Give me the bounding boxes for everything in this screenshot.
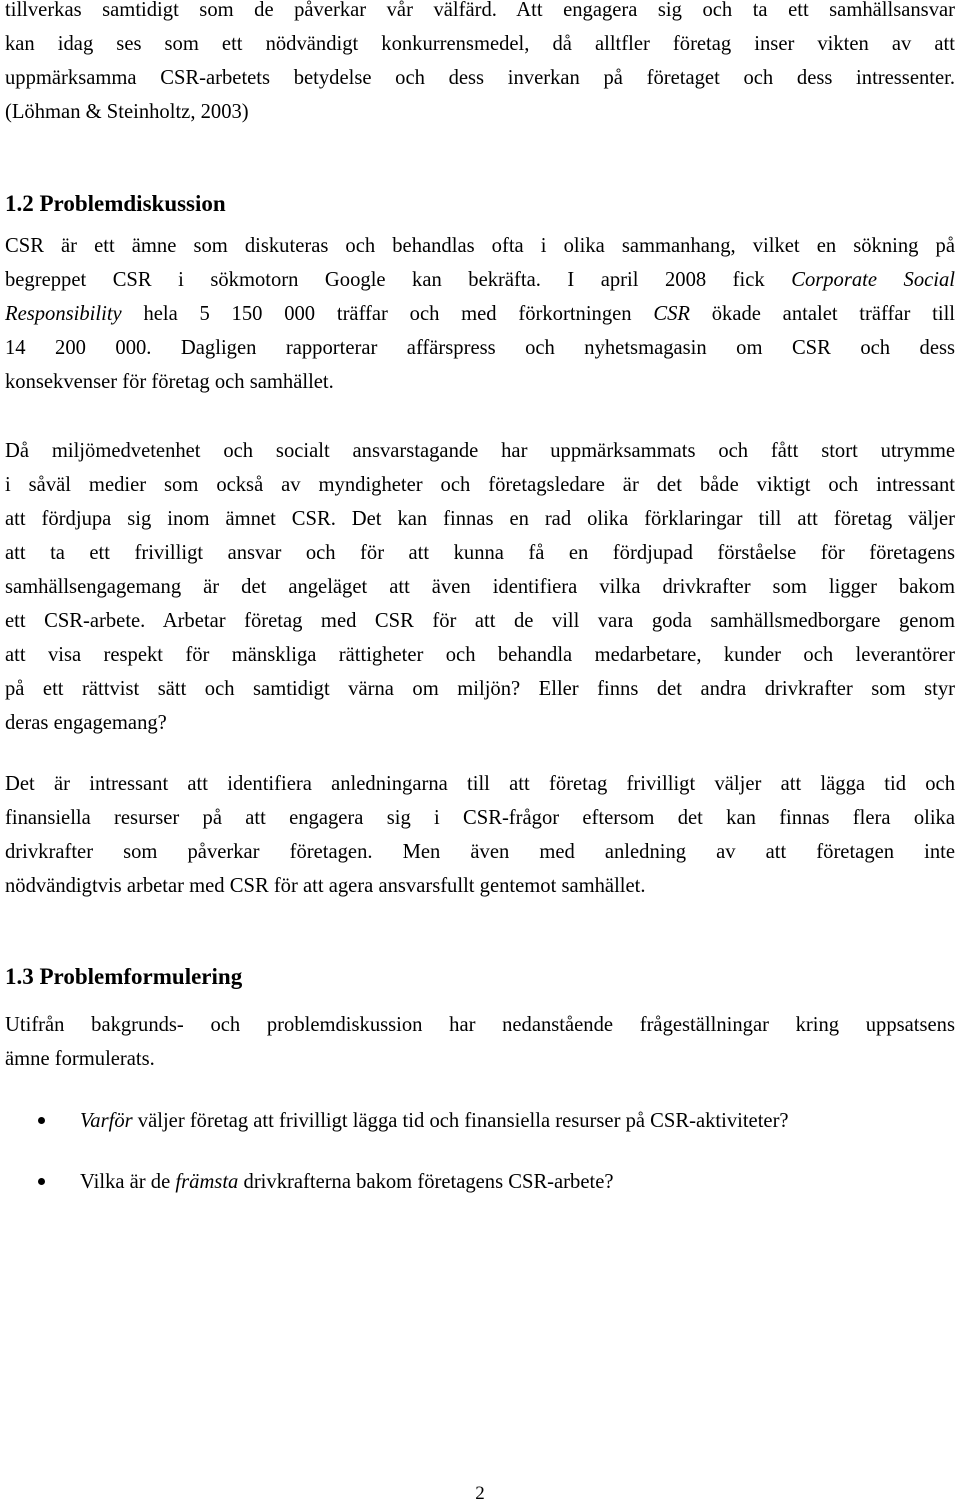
text-line: ett CSR-arbete. Arbetar företag med CSR för att de vill vara goda samhällsmedborgare genom [5, 610, 955, 632]
bullet-icon [38, 1117, 45, 1124]
text-line: Då miljömedvetenhet och socialt ansvarstagande har uppmärksammats och fått stort utrymme [5, 440, 955, 462]
text-line: att fördjupa sig inom ämnet CSR. Det kan finnas en rad olika förklaringar till att företag väljer [5, 508, 955, 530]
list-item [0, 1165, 960, 1199]
problem-discussion-paragraph-2 [5, 434, 955, 740]
emphasis-text: Varför [80, 1110, 133, 1132]
page-number: 2 [475, 1483, 485, 1504]
emphasis-text: Corporate Social [791, 269, 955, 291]
problem-formulation-paragraph [5, 1008, 955, 1076]
text-line: att visa respekt för mänskliga rättigheter och behandla medarbetare, kunder och leverantörer [5, 644, 955, 666]
emphasis-text: främsta [175, 1171, 239, 1193]
text-line: kan idag ses som ett nödvändigt konkurrensmedel, då alltfler företag inser vikten av att [5, 33, 955, 55]
problem-discussion-paragraph-3 [5, 767, 955, 903]
text-line: CSR är ett ämne som diskuteras och behandlas ofta i olika sammanhang, vilket en sökning på [5, 235, 955, 257]
text-line: konsekvenser för företag och samhället. [5, 371, 334, 393]
text-line: deras engagemang? [5, 712, 167, 734]
text-line: på ett rättvist sätt och samtidigt värna om miljön? Eller finns det andra drivkrafter som styr [5, 678, 955, 700]
text-line: att ta ett frivilligt ansvar och för att kunna få en fördjupad förståelse för företagens [5, 542, 955, 564]
emphasis-text: CSR [653, 303, 690, 325]
text-line: Utifrån bakgrunds- och problemdiskussion har nedanstående frågeställningar kring uppsatsens [5, 1014, 955, 1036]
intro-paragraph [5, 0, 955, 129]
list-item-text: Vilka är de främsta drivkrafterna bakom företagens CSR-arbete? [80, 1171, 614, 1193]
text-line: ämne formulerats. [5, 1048, 155, 1070]
list-item [0, 1104, 960, 1138]
text-line: drivkrafter som påverkar företagen. Men även med anledning av att företagen inte [5, 841, 955, 863]
text-line: i såväl medier som också av myndigheter och företagsledare är det både viktigt och intressant [5, 474, 955, 496]
text-line: finansiella resurser på att engagera sig i CSR-frågor eftersom det kan finnas flera olika [5, 807, 955, 829]
text-line: Det är intressant att identifiera anledningarna till att företag frivilligt väljer att lägga tid och [5, 773, 955, 795]
list-item-text: Varför väljer företag att frivilligt lägga tid och finansiella resurser på CSR-aktiviteter? [80, 1110, 789, 1132]
text-line: 14 200 000. Dagligen rapporterar affärspress och nyhetsmagasin om CSR och dess [5, 337, 955, 359]
text-line: nödvändigtvis arbetar med CSR för att agera ansvarsfullt gentemot samhället. [5, 875, 646, 897]
text-line: uppmärksamma CSR-arbetets betydelse och dess inverkan på företaget och dess intressenter. [5, 67, 955, 89]
problem-discussion-paragraph-1 [5, 229, 955, 399]
text-line: begreppet CSR i sökmotorn Google kan bekräfta. I april 2008 fick Corporate Social [5, 269, 955, 291]
emphasis-text: Responsibility [5, 303, 122, 325]
text-line: tillverkas samtidigt som de påverkar vår välfärd. Att engagera sig och ta ett samhällsansvar [5, 0, 955, 21]
text-line: samhällsengagemang är det angeläget att även identifiera vilka drivkrafter som ligger bakom [5, 576, 955, 598]
section-heading-1-2: 1.2 Problemdiskussion [5, 191, 226, 216]
text-line: Responsibility hela 5 150 000 träffar och med förkortningen CSR ökade antalet träffar till [5, 303, 956, 325]
citation-line: (Löhman & Steinholtz, 2003) [5, 101, 249, 123]
section-heading-1-3: 1.3 Problemformulering [5, 964, 243, 989]
bullet-icon [38, 1178, 45, 1185]
